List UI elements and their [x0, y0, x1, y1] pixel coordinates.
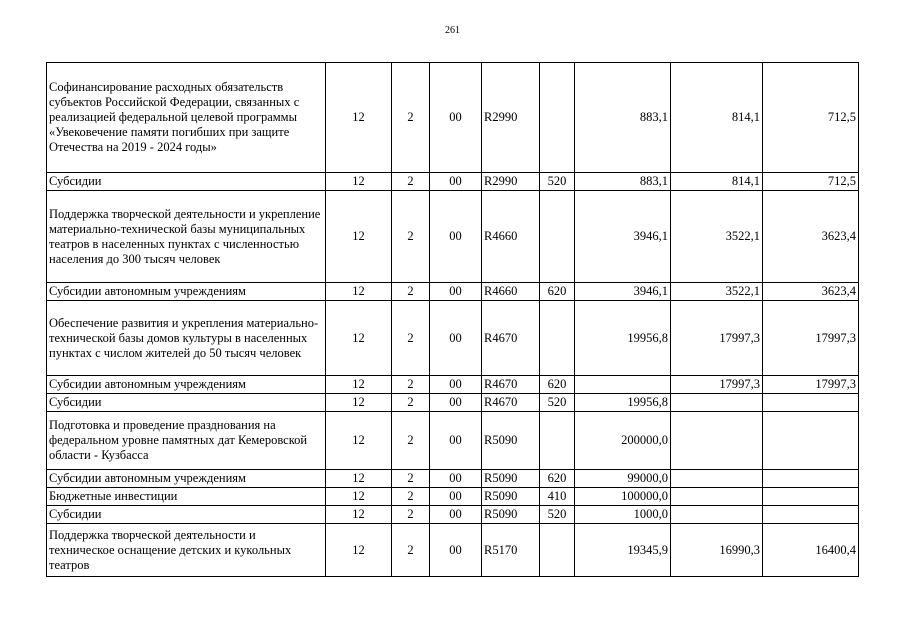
- table-row: [47, 191, 859, 283]
- cell-target-code: R5090: [482, 470, 540, 488]
- cell-section: 12: [326, 394, 392, 412]
- table-row: [47, 63, 859, 173]
- cell-value-1: 883,1: [575, 173, 671, 191]
- row-name: Субсидии: [47, 394, 326, 412]
- cell-value-3: 16400,4: [763, 524, 859, 577]
- cell-program: 00: [430, 506, 482, 524]
- table-row: [47, 412, 859, 470]
- cell-expense-type: [540, 524, 575, 577]
- cell-program: 00: [430, 191, 482, 283]
- cell-section: 12: [326, 470, 392, 488]
- cell-target-code: R5090: [482, 488, 540, 506]
- table-row: [47, 506, 859, 524]
- cell-subsection: 2: [392, 63, 430, 173]
- cell-value-3: 3623,4: [763, 191, 859, 283]
- row-name: Поддержка творческой деятельности и техническое оснащение детских и кукольных театров: [47, 524, 326, 577]
- cell-value-3: [763, 394, 859, 412]
- row-name: Субсидии: [47, 173, 326, 191]
- cell-expense-type: 410: [540, 488, 575, 506]
- cell-target-code: R5170: [482, 524, 540, 577]
- table-row: [47, 283, 859, 301]
- cell-program: 00: [430, 524, 482, 577]
- cell-value-3: 17997,3: [763, 301, 859, 376]
- cell-value-2: 17997,3: [671, 301, 763, 376]
- cell-subsection: 2: [392, 394, 430, 412]
- cell-section: 12: [326, 412, 392, 470]
- cell-expense-type: 620: [540, 470, 575, 488]
- cell-value-2: [671, 412, 763, 470]
- cell-expense-type: [540, 412, 575, 470]
- cell-subsection: 2: [392, 173, 430, 191]
- row-name: Субсидии автономным учреждениям: [47, 470, 326, 488]
- cell-subsection: 2: [392, 412, 430, 470]
- cell-value-1: 19956,8: [575, 301, 671, 376]
- table-row: [47, 488, 859, 506]
- cell-section: 12: [326, 506, 392, 524]
- cell-value-2: [671, 506, 763, 524]
- cell-subsection: 2: [392, 301, 430, 376]
- cell-subsection: 2: [392, 191, 430, 283]
- row-name: Софинансирование расходных обязательств субъектов Российской Федерации, связанных с реализацией федеральной целевой программы «Увековечение памяти погибших при защите Отечества на 2019 - 2024 годы»: [47, 63, 326, 173]
- cell-expense-type: 620: [540, 283, 575, 301]
- cell-value-3: 712,5: [763, 173, 859, 191]
- cell-value-1: 200000,0: [575, 412, 671, 470]
- cell-section: 12: [326, 63, 392, 173]
- table-row: [47, 173, 859, 191]
- cell-target-code: R4670: [482, 301, 540, 376]
- budget-table: [46, 62, 859, 577]
- cell-target-code: R5090: [482, 506, 540, 524]
- cell-target-code: R4660: [482, 283, 540, 301]
- cell-subsection: 2: [392, 470, 430, 488]
- cell-program: 00: [430, 412, 482, 470]
- cell-value-1: 883,1: [575, 63, 671, 173]
- cell-target-code: R5090: [482, 412, 540, 470]
- cell-value-3: [763, 488, 859, 506]
- cell-value-2: 3522,1: [671, 283, 763, 301]
- cell-program: 00: [430, 301, 482, 376]
- cell-target-code: R2990: [482, 173, 540, 191]
- cell-target-code: R4660: [482, 191, 540, 283]
- cell-program: 00: [430, 394, 482, 412]
- cell-value-3: 17997,3: [763, 376, 859, 394]
- table-row: [47, 376, 859, 394]
- cell-value-2: [671, 394, 763, 412]
- row-name: Подготовка и проведение празднования на федеральном уровне памятных дат Кемеровской области - Кузбасса: [47, 412, 326, 470]
- row-name: Субсидии автономным учреждениям: [47, 283, 326, 301]
- cell-subsection: 2: [392, 506, 430, 524]
- cell-program: 00: [430, 63, 482, 173]
- cell-value-1: [575, 376, 671, 394]
- cell-value-3: 712,5: [763, 63, 859, 173]
- cell-value-1: 19956,8: [575, 394, 671, 412]
- cell-target-code: R4670: [482, 376, 540, 394]
- cell-subsection: 2: [392, 524, 430, 577]
- cell-section: 12: [326, 301, 392, 376]
- page-number: 261: [445, 25, 460, 36]
- cell-subsection: 2: [392, 488, 430, 506]
- cell-program: 00: [430, 173, 482, 191]
- cell-target-code: R2990: [482, 63, 540, 173]
- cell-value-3: [763, 412, 859, 470]
- cell-expense-type: [540, 301, 575, 376]
- cell-value-2: [671, 488, 763, 506]
- cell-section: 12: [326, 173, 392, 191]
- cell-value-2: 17997,3: [671, 376, 763, 394]
- cell-program: 00: [430, 488, 482, 506]
- cell-value-3: [763, 470, 859, 488]
- table-row: [47, 470, 859, 488]
- cell-value-1: 3946,1: [575, 191, 671, 283]
- cell-section: 12: [326, 283, 392, 301]
- table-body: [47, 63, 859, 577]
- cell-program: 00: [430, 376, 482, 394]
- row-name: Субсидии: [47, 506, 326, 524]
- cell-expense-type: [540, 63, 575, 173]
- cell-section: 12: [326, 488, 392, 506]
- cell-value-2: 814,1: [671, 63, 763, 173]
- row-name: Обеспечение развития и укрепления материально-технической базы домов культуры в населенных пунктах с числом жителей до 50 тысяч человек: [47, 301, 326, 376]
- cell-value-2: [671, 470, 763, 488]
- cell-subsection: 2: [392, 283, 430, 301]
- row-name: Поддержка творческой деятельности и укрепление материально-технической базы муниципальных театров в населенных пунктах с численностью населения до 300 тысяч человек: [47, 191, 326, 283]
- table-row: [47, 394, 859, 412]
- cell-section: 12: [326, 524, 392, 577]
- row-name: Субсидии автономным учреждениям: [47, 376, 326, 394]
- cell-value-3: 3623,4: [763, 283, 859, 301]
- cell-section: 12: [326, 376, 392, 394]
- cell-value-1: 100000,0: [575, 488, 671, 506]
- cell-value-1: 1000,0: [575, 506, 671, 524]
- cell-expense-type: [540, 191, 575, 283]
- cell-expense-type: 520: [540, 506, 575, 524]
- row-name: Бюджетные инвестиции: [47, 488, 326, 506]
- cell-expense-type: 520: [540, 394, 575, 412]
- cell-expense-type: 520: [540, 173, 575, 191]
- cell-value-1: 99000,0: [575, 470, 671, 488]
- cell-value-2: 16990,3: [671, 524, 763, 577]
- cell-program: 00: [430, 283, 482, 301]
- cell-value-2: 3522,1: [671, 191, 763, 283]
- cell-section: 12: [326, 191, 392, 283]
- cell-program: 00: [430, 470, 482, 488]
- cell-value-3: [763, 506, 859, 524]
- cell-target-code: R4670: [482, 394, 540, 412]
- table-row: [47, 301, 859, 376]
- cell-value-1: 3946,1: [575, 283, 671, 301]
- cell-subsection: 2: [392, 376, 430, 394]
- cell-value-2: 814,1: [671, 173, 763, 191]
- table-row: [47, 524, 859, 577]
- cell-expense-type: 620: [540, 376, 575, 394]
- cell-value-1: 19345,9: [575, 524, 671, 577]
